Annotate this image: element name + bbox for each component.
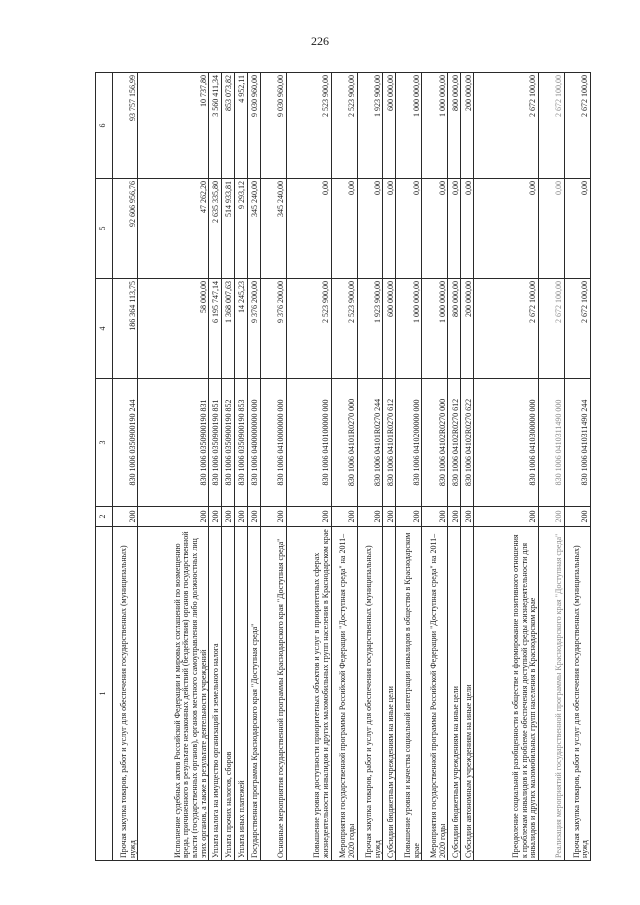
cell-code: 830 1006 0350900190 831 (138, 379, 209, 507)
cell-fact: 0,00 (448, 179, 461, 279)
cell-admin: 200 (112, 507, 138, 527)
cell-rest: 4 952,11 (235, 73, 248, 179)
column-header-4: 4 (96, 279, 113, 379)
cell-code: 830 1006 0350900190 851 (209, 379, 222, 507)
cell-plan: 2 523 900,00 (331, 279, 357, 379)
cell-plan: 6 195 747,14 (209, 279, 222, 379)
cell-code: 830 1006 0350900190 853 (235, 379, 248, 507)
cell-plan: 58 000,00 (138, 279, 209, 379)
cell-name: Основные мероприятия государственной программы Краснодарского края "Доступная среда" (260, 527, 286, 861)
cell-rest: 1 923 900,00 (357, 73, 383, 179)
cell-fact: 92 606 956,76 (112, 179, 138, 279)
cell-admin: 200 (474, 507, 539, 527)
cell-fact: 0,00 (396, 179, 422, 279)
cell-plan: 1 923 900,00 (357, 279, 383, 379)
cell-admin: 200 (222, 507, 235, 527)
table-header-row (96, 73, 113, 861)
table-row (422, 73, 448, 861)
cell-rest: 853 073,82 (222, 73, 235, 179)
cell-name: Уплата прочих налогов, сборов (222, 527, 235, 861)
cell-name: Прочая закупка товаров, работ и услуг для обеспечения государственных (муниципальных) нужд (112, 527, 138, 861)
cell-fact: 0,00 (383, 179, 396, 279)
cell-admin: 200 (357, 507, 383, 527)
cell-code: 830 1006 0410300000 000 (474, 379, 539, 507)
cell-plan: 186 364 113,75 (112, 279, 138, 379)
cell-fact: 345 240,00 (260, 179, 286, 279)
budget-table (95, 72, 591, 861)
cell-plan: 14 245,23 (235, 279, 248, 379)
cell-fact: 47 262,20 (138, 179, 209, 279)
cell-name: Уплата налога на имущество организаций и земельного налога (209, 527, 222, 861)
cell-name: Мероприятия государственной программы Российской Федерации "Доступная среда" на 2011–2020 годы (331, 527, 357, 861)
cell-rest: 200 000,00 (461, 73, 474, 179)
cell-code: 830 1006 0410311490 000 (539, 379, 565, 507)
cell-name: Субсидии бюджетным учреждениям на иные цели (448, 527, 461, 861)
page-number: 226 (311, 34, 329, 48)
cell-code: 830 1006 0410311490 244 (564, 379, 590, 507)
cell-fact: 345 240,00 (247, 179, 260, 279)
cell-fact: 0,00 (539, 179, 565, 279)
cell-plan: 1 000 000,00 (396, 279, 422, 379)
cell-name: Повышение уровня доступности приоритетных объектов и услуг в приоритетных сферах жизнедеятельности инвалидов и других маломобильных групп населения в Краснодарском крае (286, 527, 331, 861)
cell-name: Государственная программа Краснодарского края "Доступная среда" (247, 527, 260, 861)
cell-admin: 200 (448, 507, 461, 527)
cell-admin: 200 (331, 507, 357, 527)
table-row (383, 73, 396, 861)
cell-rest: 1 000 000,00 (422, 73, 448, 179)
cell-code: 830 1006 0350900190 852 (222, 379, 235, 507)
cell-rest: 3 560 411,34 (209, 73, 222, 179)
cell-admin: 200 (138, 507, 209, 527)
cell-admin: 200 (461, 507, 474, 527)
column-header-5: 5 (96, 179, 113, 279)
cell-rest: 9 030 960,00 (260, 73, 286, 179)
cell-plan: 800 000,00 (448, 279, 461, 379)
cell-rest: 9 030 960,00 (247, 73, 260, 179)
cell-name: Исполнение судебных актов Российской Федерации и мировых соглашений по возмещению вреда, причиненного в результате незаконных действий (бездействия) органов государственной власти (государственных органов), органов местного самоуправления либо должностных лиц этих органов, а также в результате деятельности учреждений (138, 527, 209, 861)
table-row (539, 73, 565, 861)
table-row (247, 73, 260, 861)
cell-fact: 0,00 (357, 179, 383, 279)
cell-plan: 1 368 007,63 (222, 279, 235, 379)
cell-rest: 2 672 100,00 (539, 73, 565, 179)
cell-name: Субсидии бюджетным учреждениям на иные цели (383, 527, 396, 861)
cell-plan: 600 000,00 (383, 279, 396, 379)
cell-plan: 2 672 100,00 (564, 279, 590, 379)
table-row (448, 73, 461, 861)
cell-rest: 1 000 000,00 (396, 73, 422, 179)
cell-name: Уплата иных платежей (235, 527, 248, 861)
cell-code: 830 1006 04101R0270 244 (357, 379, 383, 507)
cell-code: 830 1006 04101R0270 000 (331, 379, 357, 507)
cell-name: Повышение уровня и качества социальной интеграции инвалидов в общество в Краснодарском крае (396, 527, 422, 861)
cell-admin: 200 (235, 507, 248, 527)
table-row (474, 73, 539, 861)
cell-admin: 200 (247, 507, 260, 527)
cell-name: Преодоление социальной разобщенности в обществе и формирование позитивного отношения к проблемам инвалидов и к проблеме обеспечения доступной среды жизнедеятельности для инвалидов и других маломобильных групп населения в Краснодарском крае (474, 527, 539, 861)
cell-code: 830 1006 04102R0270 622 (461, 379, 474, 507)
cell-code: 830 1006 0400000000 000 (247, 379, 260, 507)
cell-plan: 200 000,00 (461, 279, 474, 379)
cell-code: 830 1006 04102R0270 612 (448, 379, 461, 507)
cell-plan: 9 376 200,00 (260, 279, 286, 379)
rotated-table-frame (95, 73, 591, 861)
cell-code: 830 1006 0350900190 244 (112, 379, 138, 507)
cell-plan: 1 000 000,00 (422, 279, 448, 379)
cell-rest: 2 523 900,00 (286, 73, 331, 179)
table-row (286, 73, 331, 861)
cell-name: Прочая закупка товаров, работ и услуг для обеспечения государственных (муниципальных) нужд (357, 527, 383, 861)
cell-admin: 200 (383, 507, 396, 527)
cell-admin: 200 (539, 507, 565, 527)
cell-rest: 2 672 100,00 (564, 73, 590, 179)
cell-fact: 514 933,81 (222, 179, 235, 279)
cell-code: 830 1006 04101R0270 612 (383, 379, 396, 507)
cell-admin: 200 (209, 507, 222, 527)
cell-fact: 0,00 (422, 179, 448, 279)
cell-admin: 200 (422, 507, 448, 527)
column-header-3: 3 (96, 379, 113, 507)
table-row (138, 73, 209, 861)
table-row (260, 73, 286, 861)
table-row (564, 73, 590, 861)
cell-fact: 2 635 335,80 (209, 179, 222, 279)
cell-admin: 200 (564, 507, 590, 527)
cell-rest: 600 000,00 (383, 73, 396, 179)
table-row (222, 73, 235, 861)
cell-fact: 0,00 (564, 179, 590, 279)
cell-fact: 0,00 (286, 179, 331, 279)
column-header-2: 2 (96, 507, 113, 527)
cell-code: 830 1006 0410200000 000 (396, 379, 422, 507)
cell-rest: 2 523 900,00 (331, 73, 357, 179)
cell-rest: 93 757 156,99 (112, 73, 138, 179)
cell-name: Прочая закупка товаров, работ и услуг для обеспечения государственных (муниципальных) нужд (564, 527, 590, 861)
cell-code: 830 1006 0410000000 000 (260, 379, 286, 507)
rotated-table-inner (95, 73, 591, 861)
cell-rest: 800 000,00 (448, 73, 461, 179)
table-row (396, 73, 422, 861)
table-row (209, 73, 222, 861)
cell-admin: 200 (396, 507, 422, 527)
cell-fact: 0,00 (331, 179, 357, 279)
cell-fact: 0,00 (461, 179, 474, 279)
table-row (112, 73, 138, 861)
cell-name: Мероприятия государственной программы Российской Федерации "Доступная среда" на 2011–2020 годы (422, 527, 448, 861)
cell-plan: 2 672 100,00 (474, 279, 539, 379)
table-row (331, 73, 357, 861)
cell-name: Субсидии автономным учреждениям на иные цели (461, 527, 474, 861)
cell-code: 830 1006 04102R0270 000 (422, 379, 448, 507)
cell-rest: 2 672 100,00 (474, 73, 539, 179)
cell-fact: 0,00 (474, 179, 539, 279)
cell-admin: 200 (260, 507, 286, 527)
cell-plan: 9 376 200,00 (247, 279, 260, 379)
cell-plan: 2 672 100,00 (539, 279, 565, 379)
column-header-1: 1 (96, 527, 113, 861)
table-row (235, 73, 248, 861)
column-header-6: 6 (96, 73, 113, 179)
cell-name: Реализация мероприятий государственной программы Краснодарского края "Доступная среда" (539, 527, 565, 861)
cell-admin: 200 (286, 507, 331, 527)
cell-fact: 9 293,12 (235, 179, 248, 279)
table-row (461, 73, 474, 861)
cell-plan: 2 523 900,00 (286, 279, 331, 379)
cell-code: 830 1006 0410100000 000 (286, 379, 331, 507)
cell-rest: 10 737,80 (138, 73, 209, 179)
table-row (357, 73, 383, 861)
